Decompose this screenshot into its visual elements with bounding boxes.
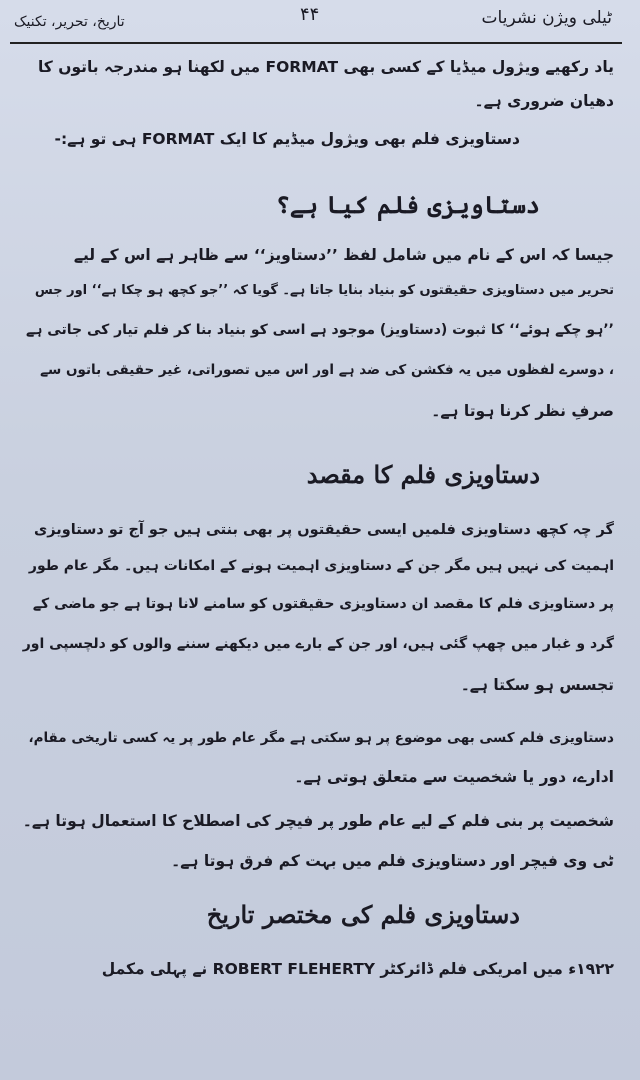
section-heading-history: دستاویزی فلم کی مختصر تاریخ	[206, 900, 520, 929]
running-title: ٹیلی ویژن نشریات	[481, 8, 612, 28]
paragraph-line: دستاویزی فلم کسی بھی موضوع پر ہو سکتی ہے مگر عام طور پر یہ کسی تاریخی مقام،	[28, 730, 614, 746]
paragraph-line: جیسا کہ اس کے نام میں شامل لفظ ’’دستاویز‘‘ سے ظاہر ہے اس کے لیے	[73, 246, 614, 264]
paragraph-line: شخصیت پر بنی فلم کے لیے عام طور پر فیچر کی اصطلاح کا استعمال ہوتا ہے۔	[22, 812, 614, 830]
paragraph-line: صرفِ نظر کرنا ہوتا ہے۔	[431, 402, 614, 420]
section-heading-purpose: دستاویزی فلم کا مقصد	[306, 460, 540, 489]
running-subtitle: تاریخ، تحریر، تکنیک	[14, 14, 125, 30]
paragraph-line: ادارے، دور یا شخصیت سے متعلق ہوتی ہے۔	[294, 768, 614, 786]
paragraph-line: اہمیت کی نہیں ہیں مگر جن کے دستاویزی اہمیت ہونے کے امکانات ہیں۔ مگر عام طور	[28, 558, 614, 574]
section-heading-what-is: دستاویزی فلم کیا ہے؟	[275, 190, 540, 219]
intro-line-1: یاد رکھیے ویژول میڈیا کے کسی بھی FORMAT میں لکھنا ہو مندرجہ باتوں کا	[37, 58, 614, 76]
paragraph-line: پر دستاویزی فلم کا مقصد ان دستاویزی حقیقتوں کو سامنے لانا ہوتا ہے جو ماضی کے	[32, 596, 614, 612]
paragraph-line: گرد و غبار میں چھپ گئی ہیں، اور جن کے بارے میں دیکھنے سننے والوں کو دلچسپی اور	[22, 636, 614, 652]
intro-line-2: دھیان ضروری ہے۔	[474, 92, 614, 110]
paragraph-line: گر چہ کچھ دستاویزی فلمیں ایسی حقیقتوں پر بھی بنتی ہیں جو آج تو دستاویزی	[33, 522, 614, 538]
paragraph-line: ، دوسرے لفظوں میں یہ فکشن کی ضد ہے اور اس میں تصوراتی، غیر حقیقی باتوں سے	[40, 362, 614, 378]
paragraph-line: ’’ہو چکے ہوئے‘‘ کا ثبوت (دستاویز) موجود ہے اسی کو بنیاد بنا کر فلم تیار کی جاتی ہے	[26, 322, 614, 338]
paragraph-line: تجسس ہو سکتا ہے۔	[460, 676, 614, 694]
intro-line-3: دستاویزی فلم بھی ویژول میڈیم کا ایک FORMAT ہی تو ہے:-	[54, 130, 520, 148]
paragraph-line: تحریر میں دستاویزی حقیقتوں کو بنیاد بنایا جاتا ہے۔ گویا کہ ’’جو کچھ ہو چکا ہے‘‘ اور جس	[34, 283, 614, 298]
paragraph-line: ۱۹۲۲ء میں امریکی فلم ڈائرکٹر ROBERT FLEHERTY نے پہلی مکمل	[101, 960, 614, 978]
paragraph-line: ٹی وی فیچر اور دستاویزی فلم میں بہت کم فرق ہوتا ہے۔	[171, 852, 614, 870]
page-number: ۴۴	[300, 4, 320, 25]
header-rule	[10, 42, 622, 44]
